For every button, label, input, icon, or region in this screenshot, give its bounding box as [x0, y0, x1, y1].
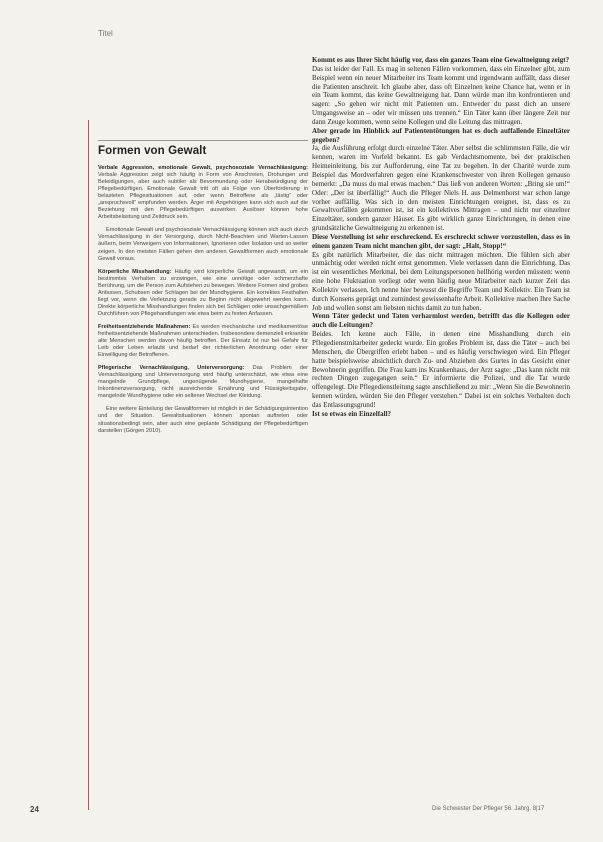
- interview-question: Aber gerade im Hinblick auf Patiententötungen hat es doch auffallende Einzeltäter gegeben?: [312, 126, 570, 144]
- paragraph-lead-heading: Verbale Aggression, emotionale Gewalt, psychosoziale Vernachlässigung:: [98, 165, 308, 171]
- paragraph-text: Emotionale Gewalt und psychosoziale Vernachlässigung können sich auch durch Vernachlässigung in der Versorgung, durch Nicht-Beachten und Warten-Lassen äußern, beim Verweigern von Informationen, Ignorieren oder Isolation und so weiter zeigen. In den meisten Fällen gehen den anderen Gewaltformen auch emotionale Gewalt voraus.: [98, 227, 308, 262]
- info-box-paragraph: [98, 365, 308, 400]
- running-head: Titel: [98, 29, 113, 38]
- paragraph-text: Verbale Aggression zeigt sich häufig in Form von Anschreien, Drohungen und Beleidigungen, aber auch subtiler als Bevormundung oder Herabwürdigung der Pflegebedürftigen. Emotionale Gewalt tritt oft als Folge von Überforderung in belasteten Pflegesituationen auf, oder wenn Betroffene als „lästig“ oder „anspruchsvoll“ empfunden werden. Ärger mit Angehörigen kann sich auch auf die Beziehung mit den Pflegebedürftigen auswirken. Auslöser können hohe Arbeitsbelastung und Zeitdruck sein.: [98, 172, 308, 221]
- interview-answer: Es gibt natürlich Mitarbeiter, die das nicht mittragen möchten. Die fühlen sich aber unmächtig oder werden nicht ernst genommen. Viele verlassen dann die Einrichtung. Das ist ein wesentliches Merkmal, bei dem Leitungspersonen hellhörig werden müssten: wenn eine hohe Fluktuation vorliegt oder wenn häufig neue Mitarbeiter nach kurzer Zeit das Kollektiv verlassen. Ich nenne hier bewusst die Begriffe Team und Kollektiv. Ein Team ist durch Konsens geprägt und zumindest gewissenhafte Arbeit. Kollektive machen Ihre Sache Job und wollen sonst am liebsten nichts damit zu tun haben.: [312, 250, 570, 312]
- paragraph-text: Eine weitere Einteilung der Gewaltformen ist möglich in der Schädigungsintention und der Situation. Gewaltsituationen können spontan auftreten oder situationsbedingt sein, aber auch eine geplante Schädigung der Pflegebedürftigen darstellen (Görgen 2010).: [98, 406, 308, 434]
- box-top-rule: [98, 140, 308, 141]
- interview-question: Ist so etwas ein Einzelfall?: [312, 409, 392, 418]
- info-box-paragraph: [98, 324, 308, 359]
- paragraph-lead-heading: Körperliche Misshandlung:: [98, 268, 172, 275]
- info-box-paragraph: [98, 406, 308, 434]
- info-box-title: Formen von Gewalt: [98, 145, 207, 157]
- paragraph-text: Das Problem der Vernachlässigung und Unterversorgung wird häufig unterschätzt, wie etwa eine mangelnde Grundpflege, ungenügende Mundhygiene, mangelhafte Inkontinenzversorgung, nicht ausreichende Ernährung und Flüssigkeitsgabe, mangelnde Wundhygiene oder ein seltener Wechsel der Kleidung.: [98, 365, 308, 400]
- info-box-paragraph: [98, 227, 308, 262]
- interview-answer: Ja, die Ausführung erfolgt durch einzelne Täter. Aber selbst die schlimmsten Fälle, die wir kennen, waren im Vorfeld bekannt. Es gab Verdachtsmomente, bei der praktischen Heimeinleitung, bis zur Aufforderung, eine Tat zu begehen. In der Charité wurde zum Beispiel das Mordverfahren gegen eine Krankenschwester von ihren Kollegen genauso bemerkt: „Da muss du mal etwas machen.“ Das ließ von anderen Worten: „Bring sie um!“ Oder: „Der ist überfällig!“ Auch die Pfleger Niels H. aus Delmenhorst war schon lange vorher auffällig. Was sich in den meisten Einrichtungen ereignet, ist, dass es zu Gewaltvorfällen gekommen ist, ist ein kollektives Mittragen – und nicht nur einzelner Einzeltäter, sondern ganzer Häuser. Es gibt wirklich ganze Einrichtungen, in denen eine grundsätzliche Gewaltneigung zu erkennen ist.: [312, 144, 570, 233]
- paragraph-lead-heading: Freiheitsentziehende Maßnahmen:: [98, 323, 191, 330]
- interview-article: [312, 56, 570, 419]
- paragraph-lead-heading: Pflegerische Vernachlässigung, Unterversorgung:: [98, 365, 245, 372]
- info-box-paragraph: [98, 165, 308, 221]
- publication-footer: Die Schwester Der Pfleger 56. Jahrg. 8|17: [432, 806, 545, 812]
- interview-answer: Beides. Ich kenne auch Fälle, in denen eine Misshandlung durch ein Pflegedienstmitarbeiter gedeckt wurde. Ein großes Problem ist, dass die Täter – auch bei Menschen, die Übergriffen erlebt haben – und es häufig verschwiegen wird. Ein Pfleger hatte beispielsweise absichtlich durch Zu- und Abziehen des Gurtes in das Gesicht einer Bewohnerin gegriffen. Die Frau kam ins Krankenhaus, der Arzt sagte: „Das kann nicht mit rechten Dingen zugegangen sein.“ Er informierte die Polizei, und die Tat wurde offengelegt. Die Pflegedienstleitung sagte anschließend zu mir: „Wenn Sie die Bewohnerin kennen würden, würden Sie den Pfleger verstehen.“ Dabei ist ein solches Verhalten doch das Entlassungsgrund!: [312, 330, 570, 409]
- margin-accent-line: [88, 120, 89, 810]
- info-box-body: [98, 165, 308, 435]
- interview-question: Wenn Täter gedeckt und Taten verharmlost werden, betrifft das die Kollegen oder auch die Leitungen?: [312, 312, 570, 330]
- interview-answer: Das ist leider der Fall. Es mag in seltenen Fällen vorkommen, dass ein Einzelner gibt, zum Beispiel wenn ein neuer Mitarbeiter ins Team kommt und irgendwann auffällt, dass dieser die Patienten anschreit. Ich glaube aber, dass oft Einzelnen keine Chance hat, wenn er in ein Team kommt, das keine Gewaltneigung hat. Dann würde man ihn konfrontieren und sagen: „So gehen wir nicht mit Patienten um. Entweder du passt dich an unsere Umgangsweise an – oder wir müssen uns trennen.“ Ein Täter kann über längere Zeit nur dann Zeuge kommen, wenn seine Kollegen und die Leitung das mittragen.: [312, 64, 570, 126]
- interview-question: Kommt es aus Ihrer Sicht häufig vor, dass ein ganzes Team eine Gewaltneigung zeigt?: [312, 56, 570, 64]
- paragraph-text: Häufig wird körperliche Gewalt angewandt, um ein bestimmtes Verhalten zu erzwingen, wie eine unnötige oder schmerzhafte Berührung, um die Person zum Aufstehen zu bewegen. Weitere Formen sind grobes Anfassen, Schubsen oder Schlagen bei der Mundhygiene. Ein korrektes Festhalten liegt vor, wenn die Verletzung gerade zu Beginn nicht abgewehrt werden kann. Direkte körperliche Misshandlungen finden sich bei Schlägen oder unsachgemäßem Durchführen von Pflegehandlungen wie etwa beim zu festen Anfassen.: [98, 268, 308, 317]
- page-number: 24: [30, 805, 39, 814]
- info-box-paragraph: [98, 269, 308, 318]
- info-box: [98, 140, 308, 441]
- interview-question: Diese Vorstellung ist sehr erschreckend. Es erschreckt schwer vorzustellen, dass es in einem ganzen Team nicht manchen gibt, der sagt: „Halt, Stopp!“: [312, 232, 570, 250]
- paragraph-text: Es werden mechanische und medikamentöse freiheitsentziehende Maßnahmen unterschieden. Insbesondere demenziell erkrankte alte Menschen werden davon häufig betroffen. Der Einsatz ist nur bei Gefahr für Leib oder Leben erlaubt und bedarf der richterlichen Anordnung oder einer Einwilligung der Betroffenen.: [98, 323, 308, 359]
